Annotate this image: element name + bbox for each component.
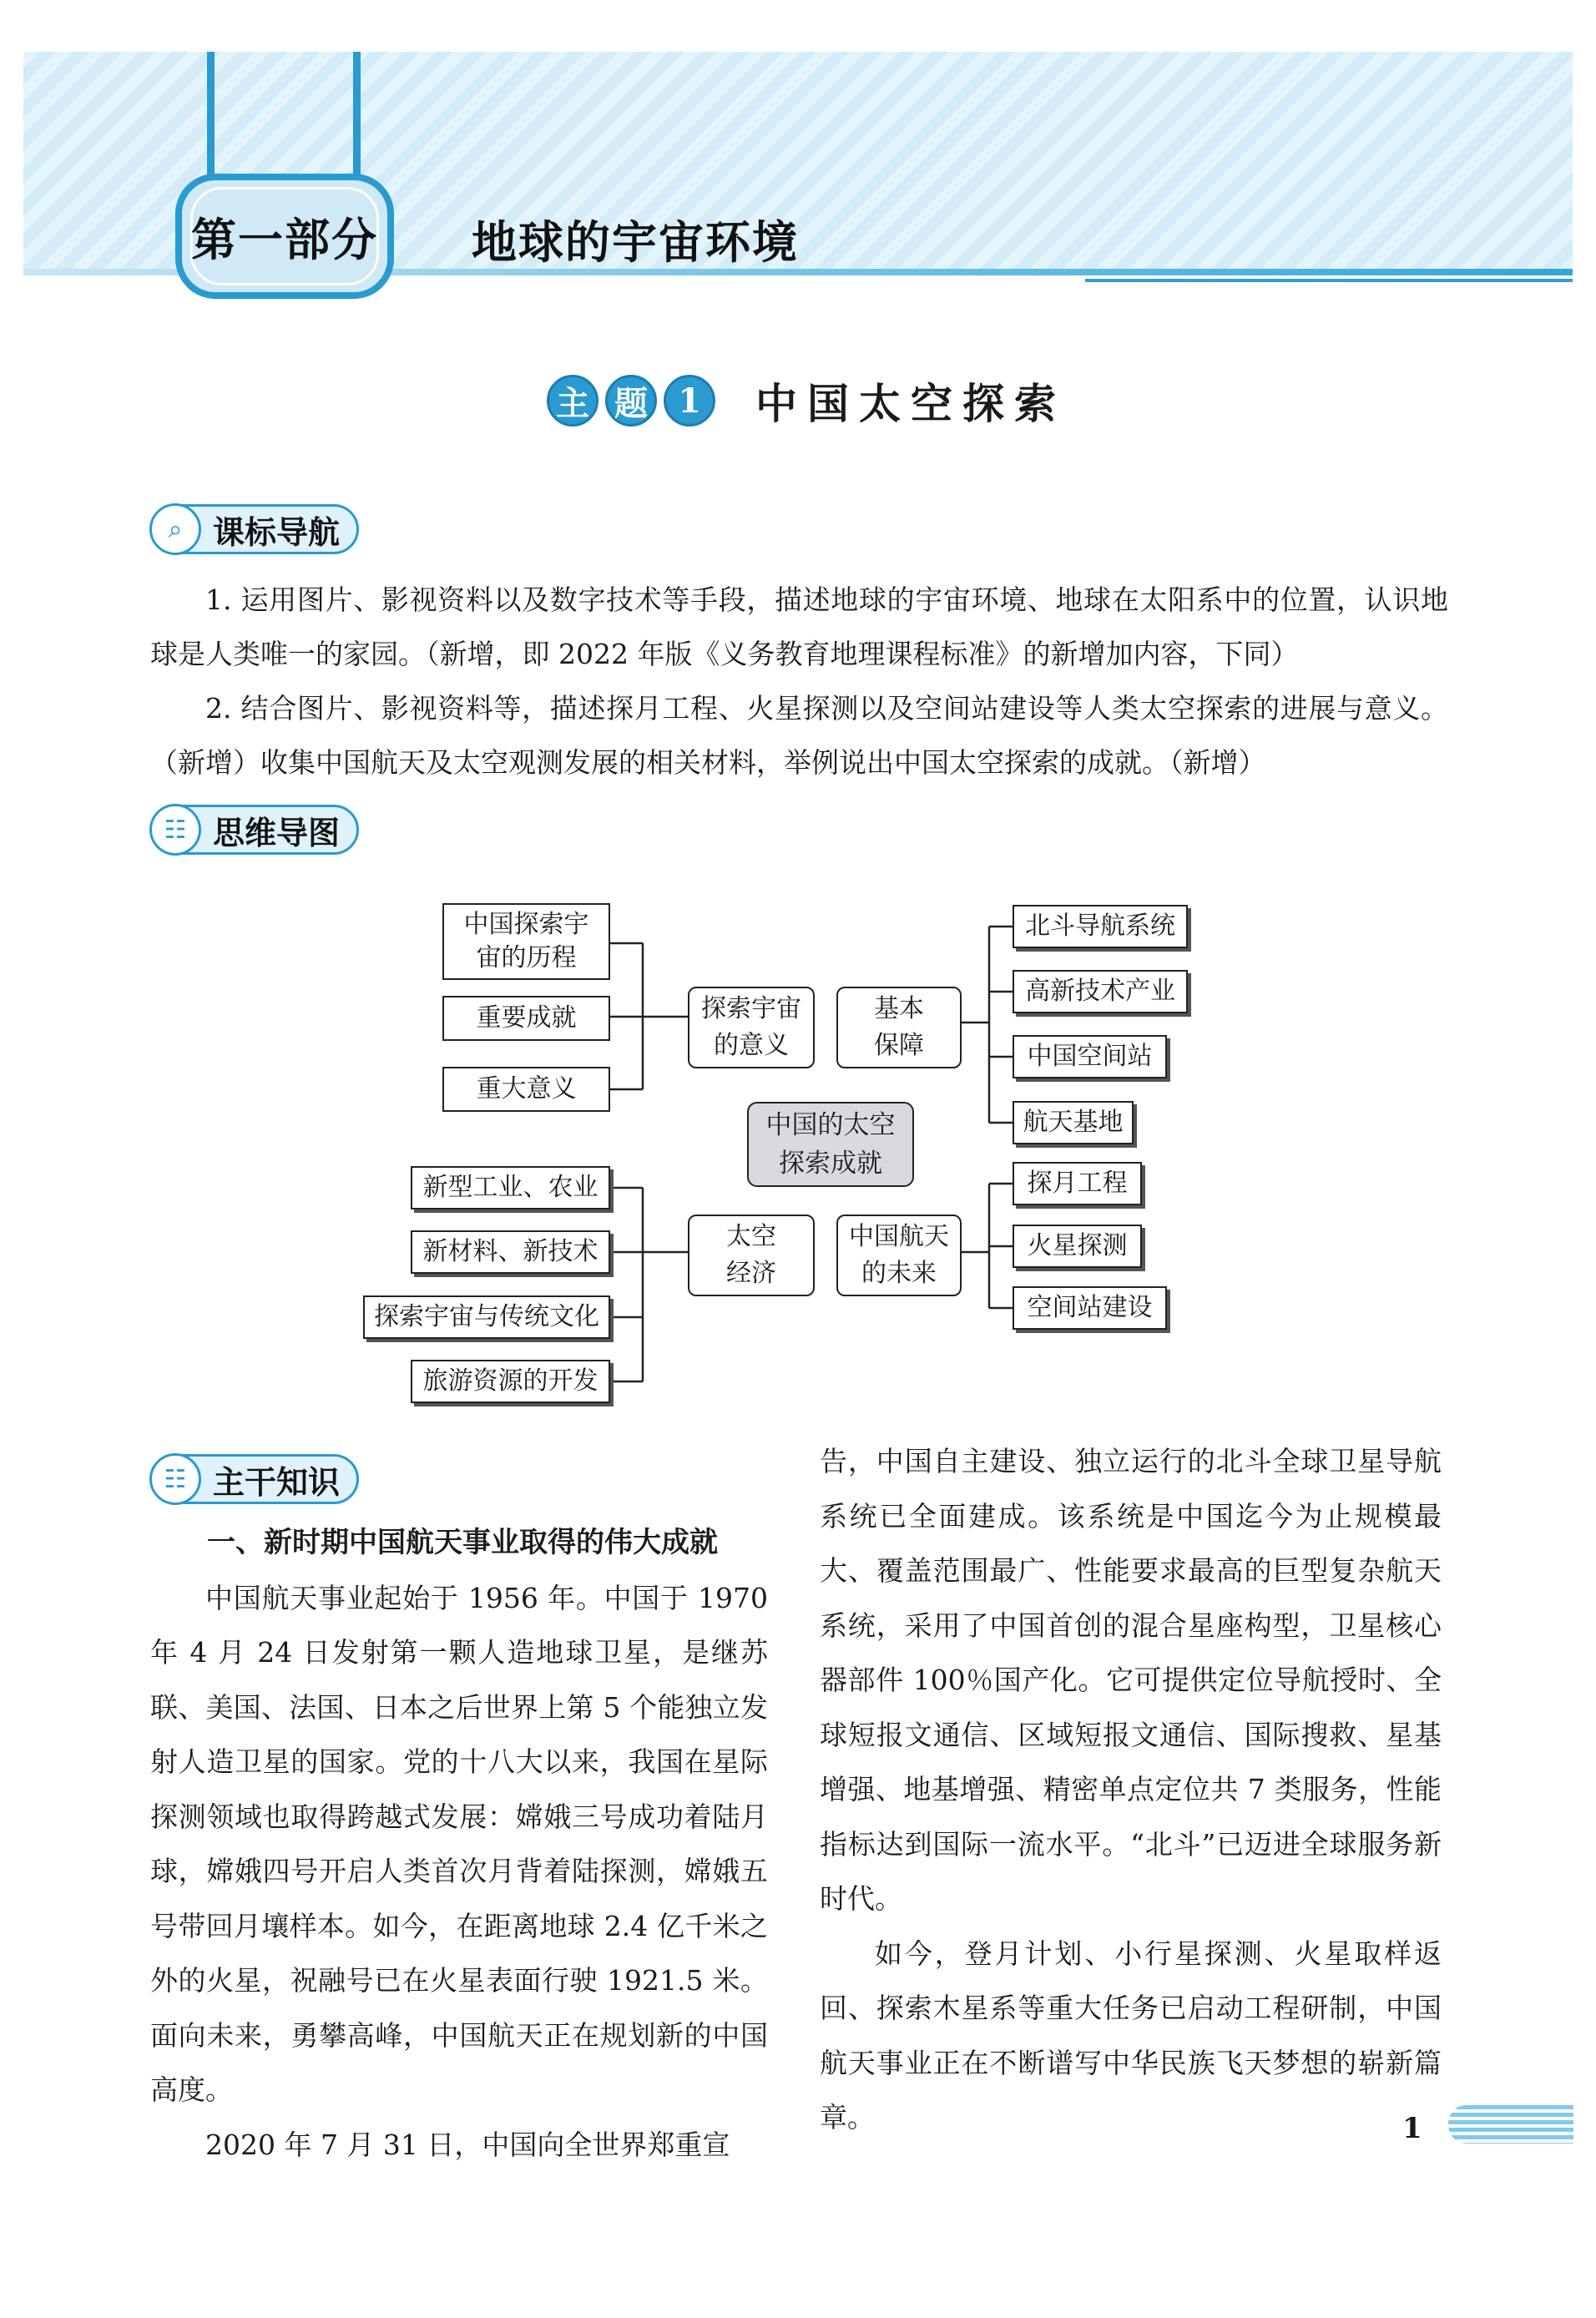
mindmap-center-label: 中国的太空探索成就: [765, 1110, 896, 1179]
page-number: 1: [1402, 2112, 1422, 2145]
topic-title: 中国太空探索: [755, 379, 1066, 428]
section-mindmap: [150, 803, 359, 856]
mindmap-leaf: [442, 903, 610, 980]
leaf-label: 航天基地: [1023, 1108, 1124, 1137]
mindmap-node-meaning: [688, 987, 815, 1068]
node-label: 中国航天的未来: [849, 1222, 949, 1288]
knowledge-icon: ☷: [149, 1453, 201, 1505]
leaf-label: 高新技术产业: [1025, 977, 1175, 1006]
knowledge-heading: 一、新时期中国航天事业取得的伟大成就: [207, 1526, 718, 1559]
section-curriculum: [150, 502, 359, 556]
mindmap-leaf: [411, 1360, 610, 1403]
leaf-label: 重要成就: [476, 1003, 577, 1033]
mindmap-leaf: [411, 1166, 610, 1210]
mindmap-node-economy: [688, 1215, 815, 1296]
magnifier-icon: ⌕: [149, 503, 201, 555]
knowledge-paragraph: 2020 年 7 月 31 日，中国向全世界郑重宣: [205, 2128, 730, 2161]
topic-badge-char: 主: [547, 375, 598, 427]
leaf-label: 探月工程: [1027, 1169, 1128, 1198]
knowledge-paragraph: 中国航天事业起始于 1956 年。中国于 1970 年 4 月 24 日发射第一颗人造地球卫星，是继苏联、美国、法国、日本之后世界上第 5 个能独立发射人造卫星的国家。党的十八大以来，我国在星际探测领域也取得跨越式发展：嫦娥三号成功着陆月球，嫦娥四号开启人类首次月背着陆探测，嫦娥五号带回月壤样本。如今，在距离地球 2.4 亿千米之外的火星，祝融号已在火星表面行驶 1921.5 米。面向未来，勇攀高峰，中国航天正在规划新的中国高度。: [150, 1581, 768, 2106]
leaf-label: 探索宇宙与传统文化: [374, 1302, 599, 1331]
leaf-label: 旅游资源的开发: [422, 1366, 598, 1396]
knowledge-paragraph: 如今，登月计划、小行星探测、火星取样返回、探索木星系等重大任务已启动工程研制，中国航天事业正在不断谱写中华民族飞天梦想的崭新篇章。: [820, 1937, 1442, 2134]
node-label: 基本保障: [874, 994, 924, 1060]
knowledge-paragraph: 告，中国自主建设、独立运行的北斗全球卫星导航系统已全面建成。该系统是中国迄今为止规模最大、覆盖范围最广、性能要求最高的巨型复杂航天系统，采用了中国首创的混合星座构型，卫星核心器部件 100％国产化。它可提供定位导航授时、全球短报文通信、区域短报文通信、国际搜救、星基增强、地基增强、精密单点定位共 7 类服务，性能指标达到国际一流水平。“北斗”已迈进全球服务新时代。: [820, 1445, 1442, 1915]
leaf-label: 空间站建设: [1027, 1293, 1153, 1322]
mindmap-leaf: [442, 996, 610, 1041]
tab-hanger-left: [207, 52, 215, 181]
mindmap-leaf: [1013, 905, 1188, 948]
mindmap-leaf: [1013, 1162, 1142, 1205]
knowledge-left-column: [150, 1516, 768, 2172]
leaf-label: 中国空间站: [1027, 1042, 1153, 1071]
mindmap-leaf: [442, 1067, 610, 1112]
topic-badge-char: 题: [605, 375, 657, 427]
mindmap-center: [747, 1102, 914, 1187]
mindmap-leaf: [1013, 1101, 1134, 1144]
mindmap-leaf: [1013, 1035, 1167, 1078]
mindmap-icon: ☷: [149, 804, 201, 856]
topic-badge-number: 1: [664, 375, 715, 427]
part-label: 第一部分: [191, 213, 378, 266]
section-label: 主干知识: [213, 1463, 341, 1501]
section-label: 课标导航: [213, 513, 341, 551]
leaf-label: 新型工业、农业: [422, 1173, 598, 1202]
leaf-label: 火星探测: [1027, 1231, 1128, 1260]
mindmap-leaf: [1013, 970, 1188, 1013]
curriculum-list: [150, 573, 1448, 790]
page-number-bar: [1448, 2105, 1573, 2144]
leaf-label: 重大意义: [476, 1074, 577, 1103]
mindmap-leaf: [363, 1295, 610, 1339]
section-knowledge: [150, 1452, 359, 1506]
topic-heading: [547, 371, 1066, 430]
section-pill: [150, 504, 359, 554]
header-rule-accent: [1085, 279, 1573, 282]
mindmap-leaf: [411, 1230, 610, 1274]
part-title: 地球的宇宙环境: [472, 216, 799, 269]
leaf-label: 新材料、新技术: [422, 1237, 598, 1266]
leaf-label: 北斗导航系统: [1025, 912, 1175, 941]
knowledge-right-column: [820, 1434, 1442, 2145]
section-pill: [150, 1454, 359, 1504]
mindmap-node-support: [836, 987, 962, 1068]
section-pill: [150, 805, 359, 855]
part-tab: [175, 174, 394, 299]
curriculum-item: 1. 运用图片、影视资料以及数字技术等手段，描述地球的宇宙环境、地球在太阳系中的位置，认识地球是人类唯一的家园。（新增，即 2022 年版《义务教育地理课程标准》的新增加内容，下同）: [150, 583, 1448, 670]
mindmap-leaf: [1013, 1286, 1167, 1330]
mindmap-node-future: [836, 1215, 962, 1296]
mindmap-leaf: [1013, 1225, 1142, 1268]
curriculum-item: 2. 结合图片、影视资料等，描述探月工程、火星探测以及空间站建设等人类太空探索的进展与意义。（新增）收集中国航天及太空观测发展的相关材料，举例说出中国太空探索的成就。（新增）: [150, 692, 1448, 779]
leaf-label: 中国探索宇宙的历程: [463, 910, 589, 972]
tab-hanger-right: [353, 52, 361, 181]
section-label: 思维导图: [213, 814, 341, 851]
node-label: 探索宇宙的意义: [701, 994, 801, 1060]
node-label: 太空经济: [726, 1222, 776, 1288]
